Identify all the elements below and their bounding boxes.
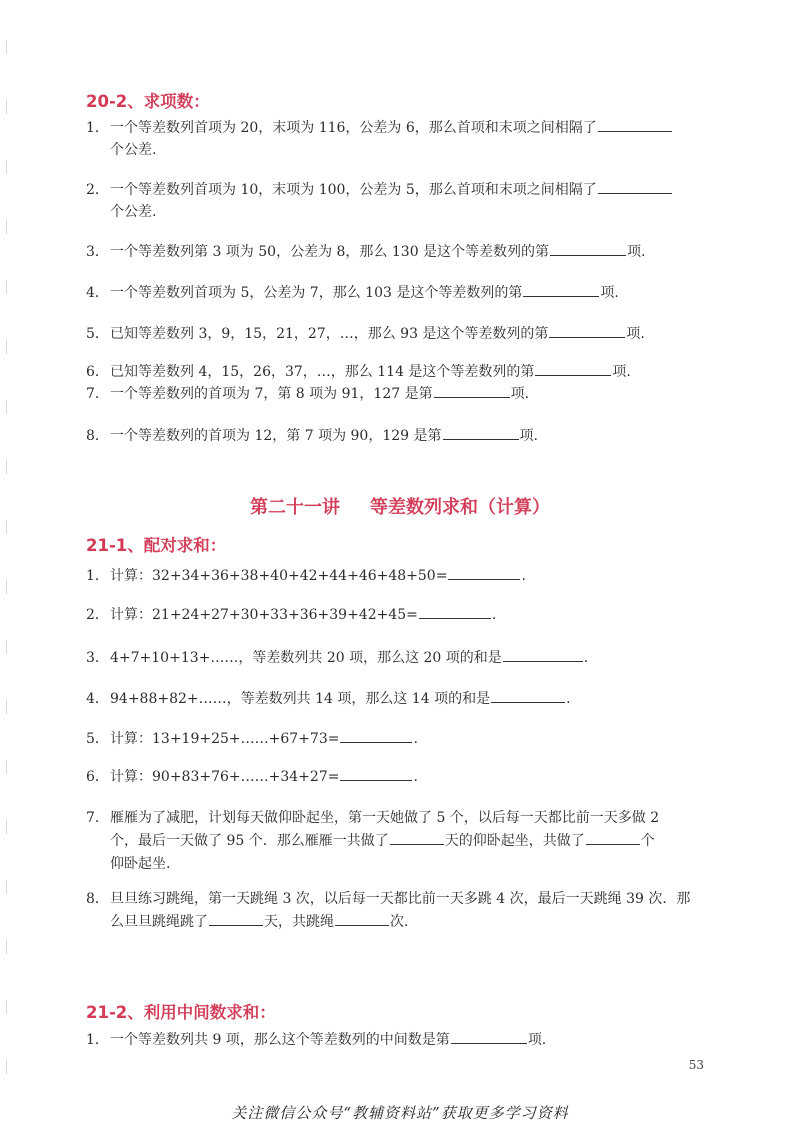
lecture-title: 第二十一讲 等差数列求和（计算） [250, 497, 550, 518]
answer-blank[interactable] [434, 383, 510, 398]
answer-blank[interactable] [535, 361, 611, 376]
answer-blank[interactable] [503, 647, 583, 662]
answer-blank[interactable] [451, 1029, 527, 1044]
answer-blank[interactable] [586, 830, 640, 845]
answer-blank[interactable] [335, 911, 389, 926]
answer-blank[interactable] [550, 241, 626, 256]
answer-blank[interactable] [448, 565, 520, 580]
answer-blank[interactable] [598, 117, 672, 132]
answer-blank[interactable] [390, 830, 444, 845]
section-heading-21-2: 21-2、利用中间数求和： [86, 1003, 276, 1022]
section-heading-20-2: 20-2、求项数： [86, 92, 210, 111]
answer-blank[interactable] [340, 766, 412, 781]
answer-blank[interactable] [598, 179, 672, 194]
answer-blank[interactable] [419, 604, 491, 619]
answer-blank[interactable] [523, 282, 599, 297]
answer-blank[interactable] [491, 688, 565, 703]
page-number: 53 [688, 1058, 704, 1072]
answer-blank[interactable] [209, 911, 263, 926]
section-heading-21-1: 21-1、配对求和： [86, 536, 227, 555]
answer-blank[interactable] [443, 425, 519, 440]
binding-edge [6, 0, 8, 1131]
answer-blank[interactable] [340, 728, 412, 743]
answer-blank[interactable] [549, 323, 625, 338]
footer-note: 关注微信公众号“教辅资料站”获取更多学习资料 [231, 1104, 569, 1122]
document-page: 20-2、求项数： 1． 一个等差数列首项为 20，末项为 116，公差为 6，那么首项和末项之间相隔了 个公差. 2． 一个等差数列首项为 10，末项为 100，公差为 5，那么首项和末项之间相隔了 个公差. 3． 一个等差数列第 3 项为 50，公差为 8，那么 130 是这个等差数列的第 项. 4． 一个等差数列首项为 5，公差为 7，那么 103 是这个等差数列的第 项. 5． 已知等差数列 3，9，15，21，27，…，那么 93 是这个等差数列的第 项. 6． 已知等差数列 4，15，26，37，…，那么 114 是这个等差数列的第 项. 7． 一个等差数列的首项为 7，第 8 项为 91，127 是第 项. 8． 一个等差数列的首项为 12，第 7 项为 90，129 是第 项. 第二十一讲 等差数列求和（计算） 21-1、配对求和： 1． 计算：32+34+36+38+40+42+44+46+48+50= . 2． 计算：21+24+27+30+33+36+39+42+45= . 3． 4+7+10+13+……，等差数列共 20 项，那么这 20 项的和是 . 4． 94+88+82+……，等差数列共 14 项，那么这 14 项的和是 . 5． 计算：13+19+25+……+67+73= . 6． 计算：90+83+76+……+34+27= . 7． 雁雁为了减肥，计划每天做仰卧起坐，第一天她做了 5 个，以后每一天都比前一天多做 2 个，最后一天做了 95 个．那么雁雁一共做了 天的仰卧起坐，共做了 个 仰卧起坐. 8． 旦旦练习跳绳，第一天跳绳 3 次，以后每一天都比前一天多跳 4 次，最后一天跳绳 39 次．那 么旦旦跳绳跳了 天，共跳绳 次. 21-2、利用中间数求和： 1． 一个等差数列共 9 项，那么这个等差数列的中间数是第 项. 53 关注微信公众号“教辅资料站”获取更多学习资料 [0, 0, 800, 1131]
